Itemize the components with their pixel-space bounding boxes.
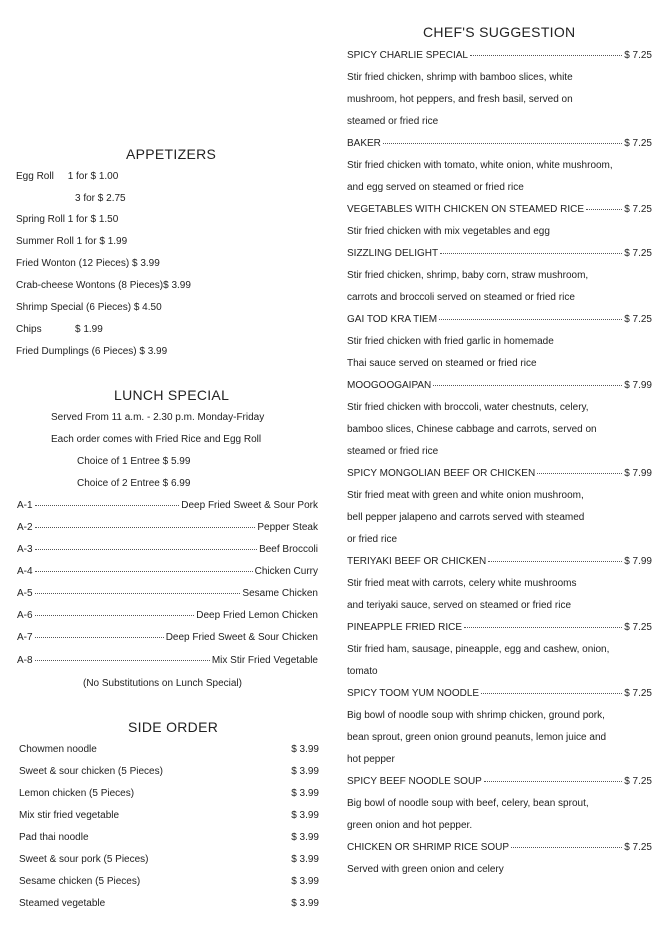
crab-cheese-wontons: Crab-cheese Wontons (8 Pieces)$ 3.99 (16, 280, 191, 291)
lunch-item: A-4 Chicken Curry (17, 566, 318, 577)
side-item: Chowmen noodle $ 3.99 (19, 744, 319, 755)
chef-item-desc: or fried rice (347, 534, 398, 545)
chef-item-desc: steamed or fried rice (347, 116, 439, 127)
chef-item-desc: bell pepper jalapeno and carrots served with steamed (347, 512, 585, 523)
lunch-served-hours: Served From 11 a.m. - 2.30 p.m. Monday-Friday (51, 412, 265, 423)
chef-item-title: SPICY CHARLIE SPECIAL $ 7.25 (347, 50, 652, 61)
chef-item-desc: bean sprout, green onion ground peanuts, lemon juice and (347, 732, 607, 743)
chef-item-title: MOOGOOGAIPAN $ 7.99 (347, 380, 652, 391)
side-item: Sweet & sour chicken (5 Pieces) $ 3.99 (19, 766, 319, 777)
chef-item-desc: carrots and broccoli served on steamed or fried rice (347, 292, 575, 303)
chef-item-desc: Stir fried chicken with broccoli, water chestnuts, celery, (347, 402, 589, 413)
appetizers-title: APPETIZERS (126, 146, 217, 162)
chef-item-desc: mushroom, hot peppers, and fresh basil, served on (347, 94, 573, 105)
chef-item-title: GAI TOD KRA TIEM $ 7.25 (347, 314, 652, 325)
chef-item-desc: Stir fried chicken with mix vegetables and egg (347, 226, 550, 237)
chef-item-desc: Stir fried chicken, shrimp, baby corn, straw mushroom, (347, 270, 589, 281)
spring-roll: Spring Roll 1 for $ 1.50 (16, 214, 119, 225)
chef-item-title: PINEAPPLE FRIED RICE $ 7.25 (347, 622, 652, 633)
chef-item-desc: green onion and hot pepper. (347, 820, 473, 831)
chef-item-title: CHICKEN OR SHRIMP RICE SOUP $ 7.25 (347, 842, 652, 853)
lunch-item: A-2 Pepper Steak (17, 522, 318, 533)
chef-item-desc: tomato (347, 666, 378, 677)
side-item: Pad thai noodle $ 3.99 (19, 832, 319, 843)
chef-item-desc: Big bowl of noodle soup with beef, celery, bean sprout, (347, 798, 589, 809)
chef-item-desc: Big bowl of noodle soup with shrimp chicken, ground pork, (347, 710, 605, 721)
side-item: Steamed vegetable $ 3.99 (19, 898, 319, 909)
chef-title: CHEF'S SUGGESTION (423, 24, 576, 40)
chef-item-title: SPICY BEEF NOODLE SOUP $ 7.25 (347, 776, 652, 787)
chips-price: $ 1.99 (75, 324, 103, 335)
chef-item-title: VEGETABLES WITH CHICKEN ON STEAMED RICE $ 7.25 (347, 204, 652, 215)
chef-item-desc: Stir fried chicken with fried garlic in homemade (347, 336, 554, 347)
lunch-each-order: Each order comes with Fried Rice and Egg Roll (51, 434, 262, 445)
lunch-item: A-1 Deep Fried Sweet & Sour Pork (17, 500, 318, 511)
lunch-item: A-7 Deep Fried Sweet & Sour Chicken (17, 632, 318, 643)
chef-item-desc: and teriyaki sauce, served on steamed or fried rice (347, 600, 571, 611)
egg-roll-1: Egg Roll 1 for $ 1.00 (16, 171, 119, 182)
lunch-item: A-5 Sesame Chicken (17, 588, 318, 599)
side-title: SIDE ORDER (128, 719, 219, 735)
chef-item-title: SPICY TOOM YUM NOODLE $ 7.25 (347, 688, 652, 699)
chef-item-desc: Stir fried meat with carrots, celery white mushrooms (347, 578, 577, 589)
chef-item-title: SIZZLING DELIGHT $ 7.25 (347, 248, 652, 259)
chef-item-desc: Thai sauce served on steamed or fried rice (347, 358, 537, 369)
shrimp-special: Shrimp Special (6 Pieces) $ 4.50 (16, 302, 162, 313)
chef-item-desc: hot pepper (347, 754, 395, 765)
side-item: Sesame chicken (5 Pieces) $ 3.99 (19, 876, 319, 887)
lunch-choice-1: Choice of 1 Entree $ 5.99 (77, 456, 191, 467)
lunch-choice-2: Choice of 2 Entree $ 6.99 (77, 478, 191, 489)
chef-item-desc: bamboo slices, Chinese cabbage and carrots, served on (347, 424, 597, 435)
chef-item-desc: Stir fried chicken, shrimp with bamboo slices, white (347, 72, 573, 83)
chef-item-desc: steamed or fried rice (347, 446, 439, 457)
chips-name: Chips (16, 324, 42, 335)
chef-item-desc: Stir fried chicken with tomato, white onion, white mushroom, (347, 160, 613, 171)
side-order-list (19, 744, 319, 920)
lunch-note: (No Substitutions on Lunch Special) (83, 678, 242, 689)
side-item: Sweet & sour pork (5 Pieces) $ 3.99 (19, 854, 319, 865)
lunch-item: A-3 Beef Broccoli (17, 544, 318, 555)
chef-item-desc: Stir fried ham, sausage, pineapple, egg and cashew, onion, (347, 644, 610, 655)
egg-roll-3: 3 for $ 2.75 (75, 193, 126, 204)
chef-item-desc: Served with green onion and celery (347, 864, 504, 875)
summer-roll: Summer Roll 1 for $ 1.99 (16, 236, 128, 247)
fried-dumplings: Fried Dumplings (6 Pieces) $ 3.99 (16, 346, 168, 357)
fried-wonton: Fried Wonton (12 Pieces) $ 3.99 (16, 258, 160, 269)
lunch-item: A-8 Mix Stir Fried Vegetable (17, 655, 318, 666)
chef-item-title: BAKER $ 7.25 (347, 138, 652, 149)
lunch-item: A-6 Deep Fried Lemon Chicken (17, 610, 318, 621)
side-item: Mix stir fried vegetable $ 3.99 (19, 810, 319, 821)
chef-item-desc: Stir fried meat with green and white onion mushroom, (347, 490, 584, 501)
chef-item-title: TERIYAKI BEEF OR CHICKEN $ 7.99 (347, 556, 652, 567)
chef-item-title: SPICY MONGOLIAN BEEF OR CHICKEN $ 7.99 (347, 468, 652, 479)
chef-item-desc: and egg served on steamed or fried rice (347, 182, 524, 193)
side-item: Lemon chicken (5 Pieces) $ 3.99 (19, 788, 319, 799)
chef-list (347, 50, 652, 886)
lunch-title: LUNCH SPECIAL (114, 387, 230, 403)
